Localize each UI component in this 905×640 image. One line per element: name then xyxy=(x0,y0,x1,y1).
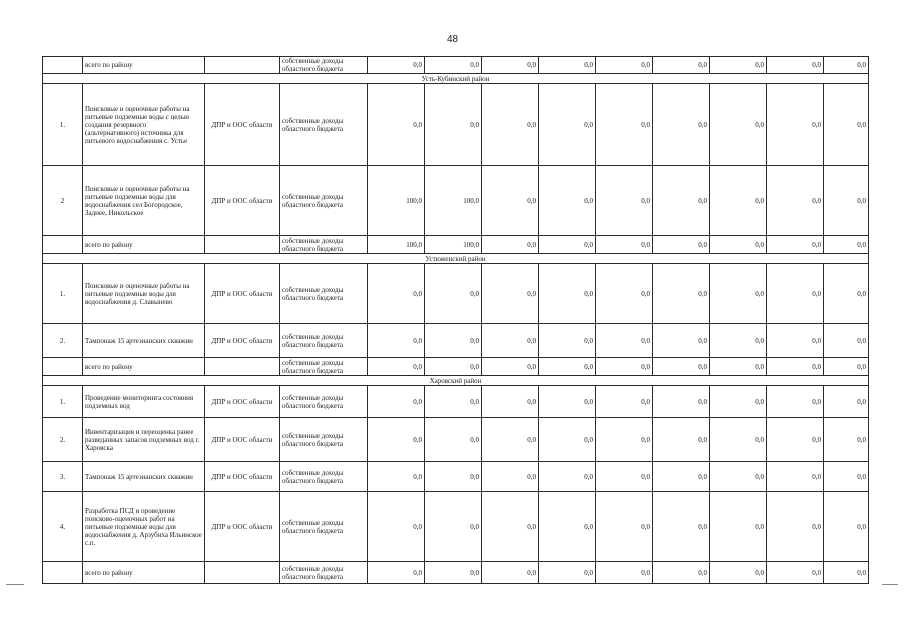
table-row xyxy=(43,462,869,492)
amount-cell: 0,0 xyxy=(482,386,539,418)
amount-cell: 0,0 xyxy=(425,57,482,74)
funding-source: собственные доходы областного бюджета xyxy=(280,386,368,418)
funding-source: собственные доходы областного бюджета xyxy=(280,84,368,166)
amount-cell: 0,0 xyxy=(425,386,482,418)
funding-source: собственные доходы областного бюджета xyxy=(280,492,368,562)
budget-table xyxy=(42,56,869,584)
amount-cell: 0,0 xyxy=(653,562,710,584)
amount-cell: 0,0 xyxy=(368,358,425,376)
row-number: 1. xyxy=(43,264,83,324)
amount-cell: 0,0 xyxy=(539,386,596,418)
executor: ДПР и ООС области xyxy=(205,84,280,166)
amount-cell: 0,0 xyxy=(767,386,824,418)
activity-name: Поисковые и оценочные работы на питьевые подземные воды для водоснабжения сел Богородское, Заднее, Никольское xyxy=(83,166,205,236)
executor: ДПР и ООС области xyxy=(205,462,280,492)
table-row xyxy=(43,166,869,236)
amount-cell: 0,0 xyxy=(368,462,425,492)
amount-cell: 0,0 xyxy=(653,418,710,462)
district-title: Харовский район xyxy=(43,376,869,386)
amount-cell: 0,0 xyxy=(482,358,539,376)
executor: ДПР и ООС области xyxy=(205,166,280,236)
amount-cell: 0,0 xyxy=(368,84,425,166)
amount-cell: 0,0 xyxy=(596,386,653,418)
amount-cell: 0,0 xyxy=(539,264,596,324)
amount-cell: 0,0 xyxy=(767,418,824,462)
amount-cell: 0,0 xyxy=(596,492,653,562)
amount-cell: 0,0 xyxy=(368,418,425,462)
funding-source: собственные доходы областного бюджета xyxy=(280,462,368,492)
table-row xyxy=(43,324,869,358)
amount-cell: 0,0 xyxy=(653,84,710,166)
amount-cell: 0,0 xyxy=(824,492,869,562)
amount-cell: 0,0 xyxy=(767,562,824,584)
activity-name: Разработка ПСД и проведение поисково-оценочных работ на питьевые подземные воды для водоснабжения д. Арзубиха Ильинское с.п. xyxy=(83,492,205,562)
amount-cell: 0,0 xyxy=(539,84,596,166)
table-row xyxy=(43,84,869,166)
amount-cell: 0,0 xyxy=(653,166,710,236)
activity-name: Проведение мониторинга состояния подземных вод xyxy=(83,386,205,418)
table-row xyxy=(43,492,869,562)
amount-cell: 0,0 xyxy=(368,57,425,74)
amount-cell: 0,0 xyxy=(539,236,596,254)
row-number: 1. xyxy=(43,386,83,418)
row-number: 2. xyxy=(43,418,83,462)
amount-cell: 0,0 xyxy=(710,264,767,324)
amount-cell: 0,0 xyxy=(596,236,653,254)
amount-cell: 0,0 xyxy=(596,57,653,74)
amount-cell: 0,0 xyxy=(710,166,767,236)
amount-cell: 0,0 xyxy=(425,358,482,376)
table-body xyxy=(43,57,869,584)
amount-cell: 0,0 xyxy=(425,418,482,462)
row-number xyxy=(43,57,83,74)
amount-cell: 0,0 xyxy=(710,492,767,562)
amount-cell: 0,0 xyxy=(710,562,767,584)
amount-cell: 0,0 xyxy=(482,166,539,236)
total-label: всего по району xyxy=(83,358,205,376)
amount-cell: 0,0 xyxy=(767,264,824,324)
amount-cell: 0,0 xyxy=(368,386,425,418)
amount-cell: 0,0 xyxy=(653,324,710,358)
amount-cell: 0,0 xyxy=(767,492,824,562)
amount-cell: 0,0 xyxy=(425,562,482,584)
row-number xyxy=(43,236,83,254)
amount-cell: 0,0 xyxy=(425,492,482,562)
funding-source: собственные доходы областного бюджета xyxy=(280,166,368,236)
amount-cell: 0,0 xyxy=(596,166,653,236)
row-number: 2. xyxy=(43,324,83,358)
amount-cell: 0,0 xyxy=(653,236,710,254)
total-label: всего по району xyxy=(83,57,205,74)
amount-cell: 0,0 xyxy=(539,562,596,584)
amount-cell: 0,0 xyxy=(539,418,596,462)
amount-cell: 0,0 xyxy=(653,358,710,376)
row-number: 4. xyxy=(43,492,83,562)
amount-cell: 0,0 xyxy=(368,492,425,562)
amount-cell: 0,0 xyxy=(824,166,869,236)
amount-cell: 0,0 xyxy=(767,84,824,166)
district-total-row xyxy=(43,57,869,74)
amount-cell: 100,0 xyxy=(368,166,425,236)
funding-source: собственные доходы областного бюджета xyxy=(280,57,368,74)
amount-cell: 0,0 xyxy=(767,358,824,376)
total-label: всего по району xyxy=(83,236,205,254)
amount-cell: 0,0 xyxy=(596,462,653,492)
funding-source: собственные доходы областного бюджета xyxy=(280,324,368,358)
amount-cell: 0,0 xyxy=(710,418,767,462)
amount-cell: 0,0 xyxy=(653,386,710,418)
row-number: 3. xyxy=(43,462,83,492)
amount-cell: 0,0 xyxy=(539,57,596,74)
amount-cell: 0,0 xyxy=(482,57,539,74)
amount-cell: 0,0 xyxy=(539,462,596,492)
district-header-row xyxy=(43,254,869,264)
amount-cell: 0,0 xyxy=(824,84,869,166)
executor xyxy=(205,562,280,584)
amount-cell: 0,0 xyxy=(482,492,539,562)
table-row xyxy=(43,386,869,418)
district-total-row xyxy=(43,358,869,376)
amount-cell: 0,0 xyxy=(824,57,869,74)
district-total-row xyxy=(43,236,869,254)
amount-cell: 0,0 xyxy=(767,166,824,236)
amount-cell: 0,0 xyxy=(653,492,710,562)
amount-cell: 0,0 xyxy=(824,562,869,584)
funding-source: собственные доходы областного бюджета xyxy=(280,562,368,584)
amount-cell: 0,0 xyxy=(482,324,539,358)
row-number xyxy=(43,562,83,584)
executor: ДПР и ООС области xyxy=(205,386,280,418)
amount-cell: 0,0 xyxy=(824,358,869,376)
amount-cell: 0,0 xyxy=(596,84,653,166)
amount-cell: 100,0 xyxy=(425,166,482,236)
amount-cell: 0,0 xyxy=(368,324,425,358)
row-number: 1. xyxy=(43,84,83,166)
amount-cell: 0,0 xyxy=(710,324,767,358)
amount-cell: 0,0 xyxy=(767,236,824,254)
amount-cell: 0,0 xyxy=(653,57,710,74)
amount-cell: 0,0 xyxy=(824,386,869,418)
scan-edge-mark-left xyxy=(6,584,24,585)
executor: ДПР и ООС области xyxy=(205,264,280,324)
amount-cell: 0,0 xyxy=(425,84,482,166)
funding-source: собственные доходы областного бюджета xyxy=(280,358,368,376)
amount-cell: 0,0 xyxy=(596,358,653,376)
district-title: Усть-Кубинский район xyxy=(43,74,869,84)
amount-cell: 0,0 xyxy=(425,264,482,324)
amount-cell: 0,0 xyxy=(767,57,824,74)
activity-name: Поисковые и оценочные работы на питьевые подземные воды с целью создания резервного (альтернативного) источника для питьевого водоснабжения с. Устье xyxy=(83,84,205,166)
amount-cell: 0,0 xyxy=(710,57,767,74)
table-row xyxy=(43,418,869,462)
amount-cell: 0,0 xyxy=(767,462,824,492)
table-row xyxy=(43,264,869,324)
amount-cell: 0,0 xyxy=(482,462,539,492)
total-label: всего по району xyxy=(83,562,205,584)
amount-cell: 0,0 xyxy=(710,236,767,254)
amount-cell: 100,0 xyxy=(368,236,425,254)
amount-cell: 0,0 xyxy=(824,462,869,492)
amount-cell: 0,0 xyxy=(596,324,653,358)
activity-name: Инвентаризация и переоценка ранее разведанных запасов подземных вод г. Харовска xyxy=(83,418,205,462)
amount-cell: 0,0 xyxy=(482,236,539,254)
amount-cell: 0,0 xyxy=(596,264,653,324)
amount-cell: 0,0 xyxy=(824,324,869,358)
amount-cell: 0,0 xyxy=(710,462,767,492)
amount-cell: 0,0 xyxy=(596,562,653,584)
amount-cell: 0,0 xyxy=(710,84,767,166)
amount-cell: 0,0 xyxy=(425,462,482,492)
executor xyxy=(205,57,280,74)
row-number xyxy=(43,358,83,376)
amount-cell: 0,0 xyxy=(539,492,596,562)
district-title: Устюженский район xyxy=(43,254,869,264)
activity-name: Поисковые и оценочные работы на питьевые подземные воды для водоснабжения д. Славынево xyxy=(83,264,205,324)
executor: ДПР и ООС области xyxy=(205,324,280,358)
amount-cell: 0,0 xyxy=(425,324,482,358)
amount-cell: 0,0 xyxy=(653,264,710,324)
amount-cell: 0,0 xyxy=(824,264,869,324)
funding-source: собственные доходы областного бюджета xyxy=(280,264,368,324)
activity-name: Тампонаж 15 артезианских скважин xyxy=(83,324,205,358)
amount-cell: 0,0 xyxy=(368,562,425,584)
amount-cell: 0,0 xyxy=(653,462,710,492)
executor xyxy=(205,236,280,254)
amount-cell: 0,0 xyxy=(368,264,425,324)
amount-cell: 0,0 xyxy=(710,358,767,376)
amount-cell: 0,0 xyxy=(767,324,824,358)
executor: ДПР и ООС области xyxy=(205,492,280,562)
amount-cell: 0,0 xyxy=(539,358,596,376)
executor: ДПР и ООС области xyxy=(205,418,280,462)
row-number: 2 xyxy=(43,166,83,236)
amount-cell: 0,0 xyxy=(539,166,596,236)
district-header-row xyxy=(43,376,869,386)
amount-cell: 0,0 xyxy=(596,418,653,462)
amount-cell: 100,0 xyxy=(425,236,482,254)
amount-cell: 0,0 xyxy=(824,236,869,254)
district-header-row xyxy=(43,74,869,84)
amount-cell: 0,0 xyxy=(539,324,596,358)
amount-cell: 0,0 xyxy=(482,418,539,462)
amount-cell: 0,0 xyxy=(710,386,767,418)
amount-cell: 0,0 xyxy=(482,84,539,166)
district-total-row xyxy=(43,562,869,584)
amount-cell: 0,0 xyxy=(482,562,539,584)
funding-source: собственные доходы областного бюджета xyxy=(280,236,368,254)
amount-cell: 0,0 xyxy=(824,418,869,462)
scan-edge-mark-right xyxy=(882,584,898,585)
funding-source: собственные доходы областного бюджета xyxy=(280,418,368,462)
activity-name: Тампонаж 15 артезианских скважин xyxy=(83,462,205,492)
amount-cell: 0,0 xyxy=(482,264,539,324)
executor xyxy=(205,358,280,376)
page-number: 48 xyxy=(446,34,459,45)
